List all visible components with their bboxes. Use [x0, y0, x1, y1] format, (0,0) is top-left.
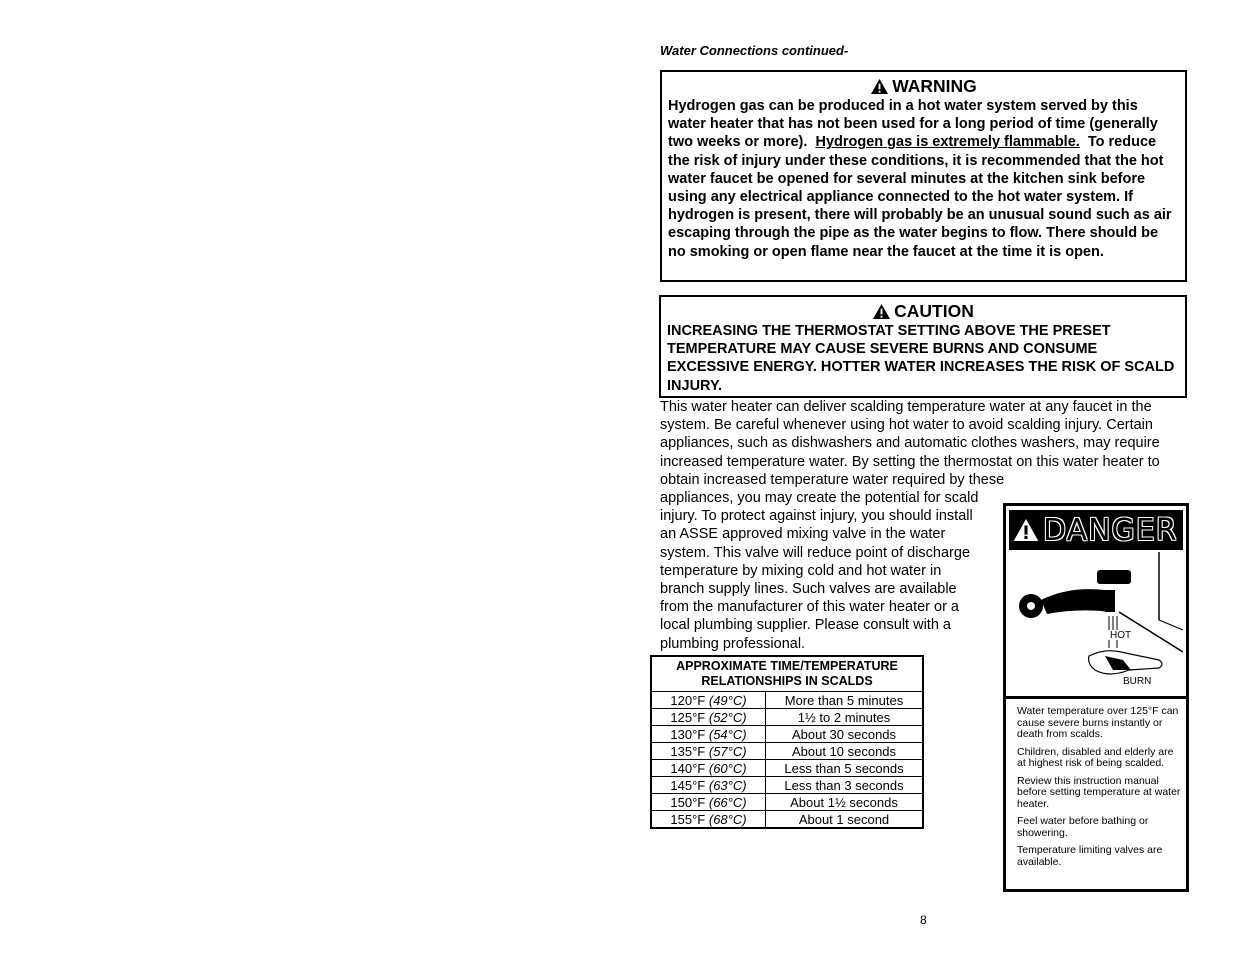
temperature-f: 120°F [670, 692, 706, 708]
danger-label-panel [1003, 503, 1189, 892]
temperature-cell [651, 692, 766, 709]
temperature-f: 130°F [670, 726, 706, 742]
danger-note: Temperature limiting valves are available. [1017, 844, 1163, 868]
table-row [651, 794, 923, 811]
faucet-hand-illustration [1009, 552, 1183, 694]
page-number: 8 [920, 913, 927, 927]
caution-text: INCREASING THE THERMOSTAT SETTING ABOVE THE PRESET TEMPERATURE MAY CAUSE SEVERE BURNS AND CONSUME EXCESSIVE ENERGY. HOTTER WATER INCREASES THE RISK OF SCALD INJURY. [667, 323, 1175, 394]
caution-triangle-icon [872, 303, 891, 320]
danger-title: DANGER [1043, 512, 1178, 548]
caution-title: CAUTION [894, 301, 974, 321]
scald-time-cell: About 1½ seconds [766, 794, 924, 811]
temperature-c: (60°C) [708, 760, 747, 776]
temperature-cell [651, 743, 766, 760]
danger-note: Feel water before bathing or showering. [1017, 815, 1149, 839]
temperature-c: (66°C) [708, 794, 747, 810]
temperature-f: 150°F [670, 794, 706, 810]
warning-text-underlined: Hydrogen gas is extremely flammable. [815, 134, 1080, 151]
scald-time-cell: About 10 seconds [766, 743, 924, 760]
scald-paragraph-wide: This water heater can deliver scalding temperature water at any faucet in the system. Be careful whenever using hot water to avoid scalding injury. Certain appliances, such as dishwashers and automatic clothes washers, may require increased temperature water. By setting the thermostat on this water heater to obtain increased temperature water required by these [660, 399, 1160, 488]
caution-box [659, 295, 1187, 398]
table-row [651, 743, 923, 760]
hot-label: HOT [1110, 630, 1132, 641]
temperature-cell [651, 777, 766, 794]
danger-note: Children, disabled and elderly are at highest risk of being scalded. [1017, 745, 1174, 769]
warning-text-part1: Hydrogen gas can be produced in a hot water system served by this water heater that has not been used for a long period of time (generally two weeks or more). [668, 98, 1158, 151]
temperature-cell [651, 726, 766, 743]
table-row [651, 709, 923, 726]
temperature-f: 135°F [670, 743, 706, 759]
table-row [651, 811, 923, 829]
danger-note: Review this instruction manual before setting temperature at water heater. [1017, 774, 1181, 810]
temperature-cell [651, 794, 766, 811]
temperature-f: 145°F [670, 777, 706, 793]
scald-time-cell: 1½ to 2 minutes [766, 709, 924, 726]
danger-header [1009, 510, 1183, 550]
temperature-cell [651, 709, 766, 726]
scald-table [650, 655, 924, 829]
warning-title-row [668, 75, 1179, 97]
scald-time-cell: About 30 seconds [766, 726, 924, 743]
temperature-c: (54°C) [708, 726, 747, 742]
table-row [651, 760, 923, 777]
danger-note: Water temperature over 125°F can cause severe burns instantly or death from scalds. [1017, 705, 1179, 740]
danger-notes [1017, 706, 1185, 874]
temperature-c: (63°C) [708, 777, 747, 793]
warning-title: WARNING [892, 76, 977, 96]
burn-label: BURN [1123, 676, 1152, 687]
table-row [651, 692, 923, 709]
scald-time-cell: More than 5 minutes [766, 692, 924, 709]
temperature-c: (52°C) [708, 709, 747, 725]
warning-triangle-icon [870, 78, 889, 95]
table-row [651, 726, 923, 743]
scald-time-cell: Less than 3 seconds [766, 777, 924, 794]
temperature-c: (49°C) [708, 692, 747, 708]
section-heading: Water Connections continued- [660, 43, 849, 58]
temperature-f: 140°F [670, 760, 706, 776]
danger-triangle-icon [1013, 517, 1039, 543]
scald-time-cell: About 1 second [766, 811, 924, 829]
warning-text [668, 97, 1179, 261]
temperature-c: (68°C) [708, 811, 747, 827]
temperature-f: 155°F [670, 811, 706, 827]
scald-paragraph-narrow: appliances, you may create the potential for scald injury. To protect against injury, you should install an ASSE approved mixing valve in the water system. This valve will reduce point of discharge temperature by mixing cold and hot water in branch supply lines. Such valves are available from the manufacturer of this water heater or a local plumbing supplier. Please consult with a plumbing professional. [660, 490, 979, 652]
warning-text-part2: To reduce the risk of injury under these conditions, it is recommended that the hot water faucet be opened for several minutes at the kitchen sink before using any electrical appliance connected to the hot water system. If hydrogen is present, there will probably be an unusual sound such as air escaping through the pipe as the water begins to flow. There should be no smoking or open flame near the faucet at the time it is open. [668, 134, 1172, 260]
table-row [651, 777, 923, 794]
scald-table-header-line2: RELATIONSHIPS IN SCALDS [701, 674, 873, 688]
warning-box [660, 70, 1187, 282]
temperature-cell [651, 760, 766, 777]
temperature-cell [651, 811, 766, 829]
scald-table-header [651, 656, 923, 692]
temperature-f: 125°F [670, 709, 706, 725]
temperature-c: (57°C) [708, 743, 747, 759]
scald-table-header-line1: APPROXIMATE TIME/TEMPERATURE [676, 659, 898, 673]
scald-time-cell: Less than 5 seconds [766, 760, 924, 777]
caution-title-row [667, 300, 1179, 322]
danger-divider [1006, 696, 1186, 699]
